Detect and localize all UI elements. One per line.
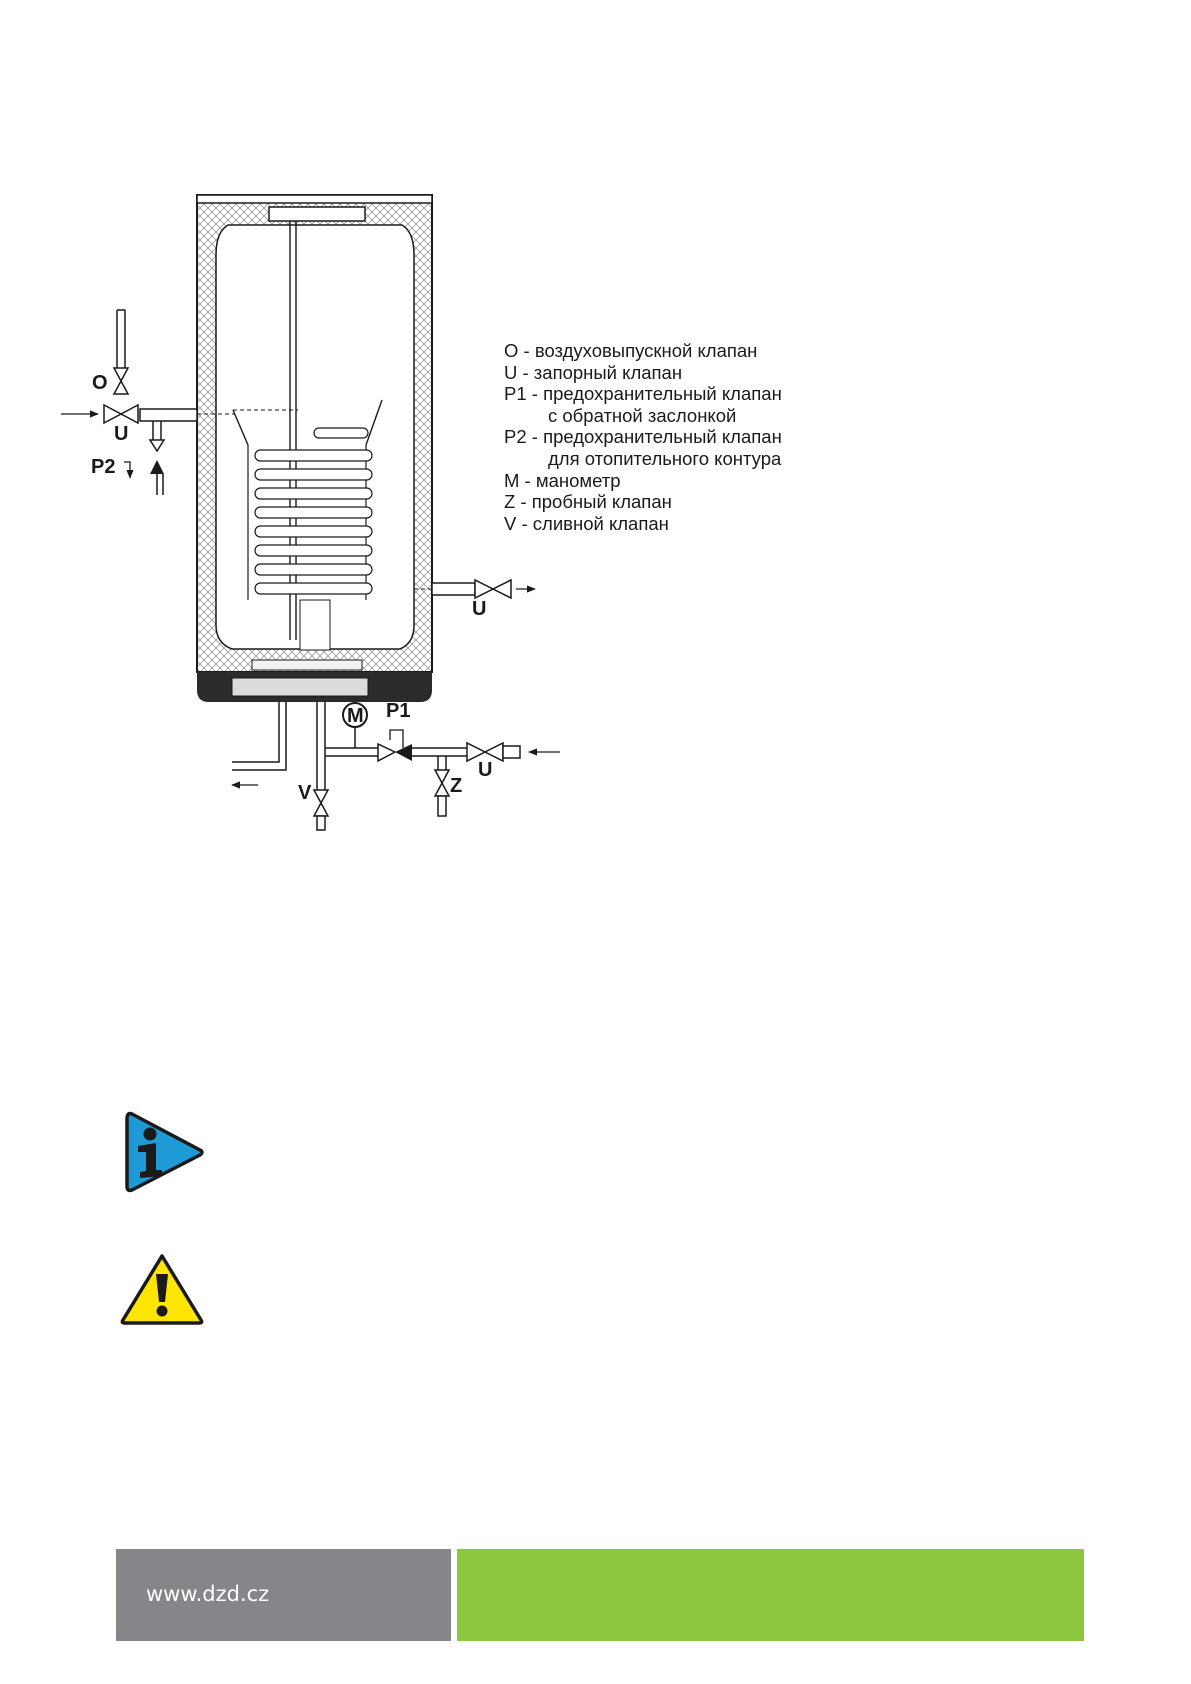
info-icon <box>124 1110 206 1199</box>
legend-item-p1-cont: с обратной заслонкой <box>548 404 737 426</box>
footer-url[interactable]: www.dzd.cz <box>146 1582 270 1606</box>
label-p1: P1 <box>386 700 411 722</box>
legend-item-p2-cont: для отопительного контура <box>548 447 782 469</box>
footer-accent-bar <box>457 1549 1084 1641</box>
legend-item-p1: P1 - предохранительный клапан <box>504 383 782 405</box>
coil-turn <box>255 469 372 480</box>
legend-item-v: V - сливной клапан <box>504 512 669 534</box>
coil-turn <box>255 526 372 537</box>
legend-item-p2: P2 - предохранительный клапан <box>504 426 782 448</box>
right-pipework <box>414 580 535 598</box>
label-p2: P2 <box>91 456 116 478</box>
coil-turn <box>255 545 372 556</box>
valve-legend <box>504 340 782 534</box>
legend-item-m: M - манометр <box>504 469 621 491</box>
footer-url-bar <box>116 1549 451 1641</box>
legend-item-u: U - запорный клапан <box>504 361 683 383</box>
warning-icon <box>119 1252 205 1331</box>
label-u-bottom: U <box>478 759 493 781</box>
label-m: M <box>347 705 364 727</box>
label-o: O <box>92 372 108 394</box>
coil-turn <box>255 488 372 499</box>
coil-turn <box>255 583 372 594</box>
coil-turn <box>255 507 372 518</box>
legend-item-o: O - воздуховыпускной клапан <box>504 340 758 361</box>
coil-turn <box>255 450 372 461</box>
legend-item-z: Z - пробный клапан <box>504 491 672 513</box>
label-z: Z <box>450 775 463 797</box>
label-u-left: U <box>114 423 129 445</box>
label-v: V <box>298 782 312 804</box>
label-u-right: U <box>472 598 487 620</box>
coil-turn <box>255 564 372 575</box>
